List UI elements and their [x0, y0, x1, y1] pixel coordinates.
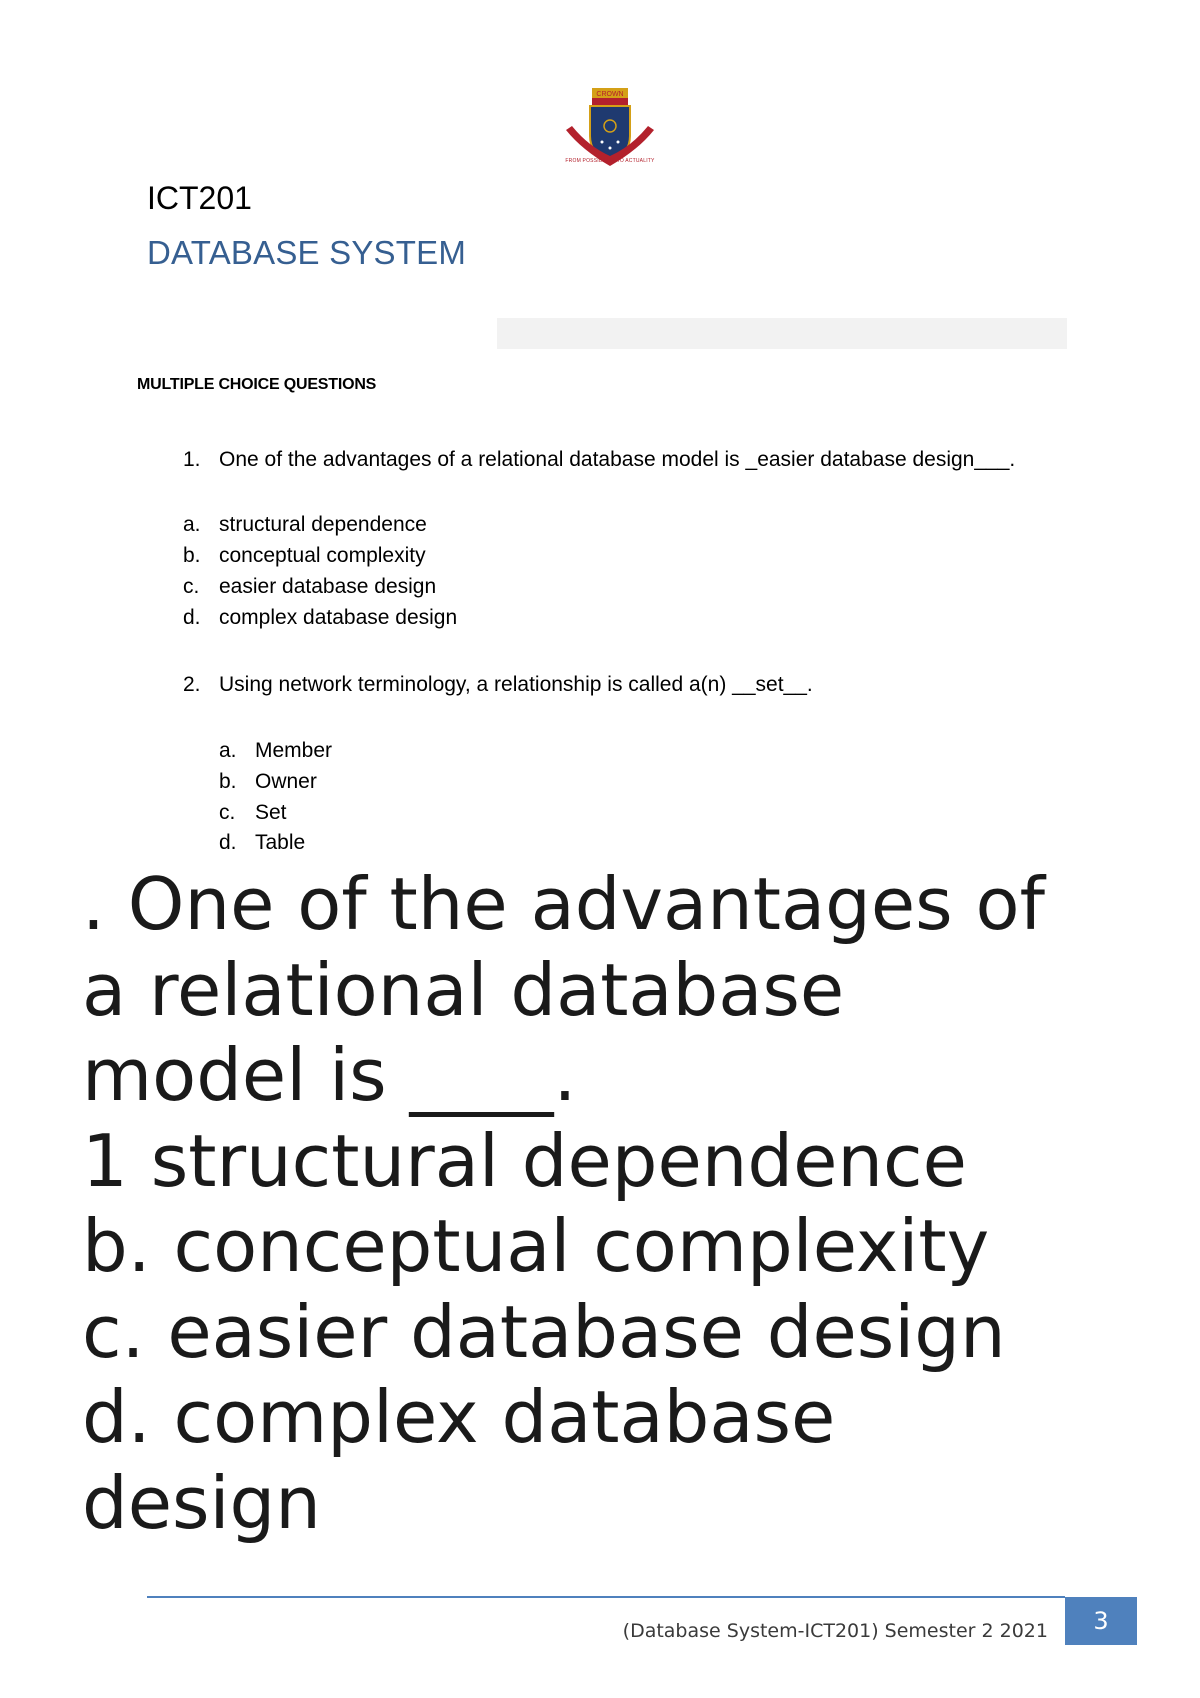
overlay-line: b. conceptual complexity — [82, 1204, 990, 1288]
overlay-line: . One of the advantages of — [82, 862, 1045, 946]
highlight-bar — [497, 318, 1067, 349]
option-letter: c. — [219, 801, 236, 824]
option-text: conceptual complexity — [219, 544, 426, 567]
overlay-line: model is ____. — [82, 1033, 577, 1117]
option-letter: d. — [183, 606, 201, 629]
overlay-line: design — [82, 1460, 321, 1545]
option-text: Owner — [255, 770, 317, 793]
option-letter: d. — [219, 831, 237, 854]
course-code: ICT201 — [147, 180, 252, 216]
crest-tagline: FROM POSSIBILITY TO ACTUALITY — [565, 158, 655, 164]
question-number: 2. — [183, 673, 201, 696]
overlay-line: c. easier database design — [82, 1289, 1006, 1374]
footer-rule — [147, 1596, 1065, 1598]
crest-name-text: CROWN — [596, 91, 624, 98]
course-title: DATABASE SYSTEM — [147, 234, 467, 271]
option-letter: a. — [183, 513, 201, 536]
overlay-line: a relational database — [82, 947, 845, 1032]
overlay-line: 1 structural dependence — [82, 1118, 967, 1203]
crest-name-band — [592, 98, 628, 106]
section-heading: MULTIPLE CHOICE QUESTIONS — [137, 376, 377, 393]
option-text: Member — [255, 739, 333, 762]
question-number: 1. — [183, 448, 201, 471]
option-text: Set — [255, 801, 287, 824]
question-text: Using network terminology, a relationship is called a(n) __set__. — [219, 673, 813, 696]
question-text: One of the advantages of a relational database model is _easier database design___. — [219, 448, 1016, 471]
overlay-text-block — [82, 862, 1102, 1546]
option-letter: b. — [219, 770, 237, 793]
option-text: structural dependence — [219, 513, 427, 536]
option-letter: b. — [183, 544, 201, 567]
option-letter: c. — [183, 575, 200, 598]
option-letter: a. — [219, 739, 237, 762]
option-text: easier database design — [219, 575, 437, 598]
option-text: complex database design — [219, 606, 458, 629]
page-number: 3 — [1065, 1597, 1137, 1645]
overlay-line: d. complex database — [82, 1375, 836, 1459]
option-text: Table — [255, 831, 306, 854]
footer-text: (Database System-ICT201) Semester 2 2021 — [622, 1620, 1048, 1642]
